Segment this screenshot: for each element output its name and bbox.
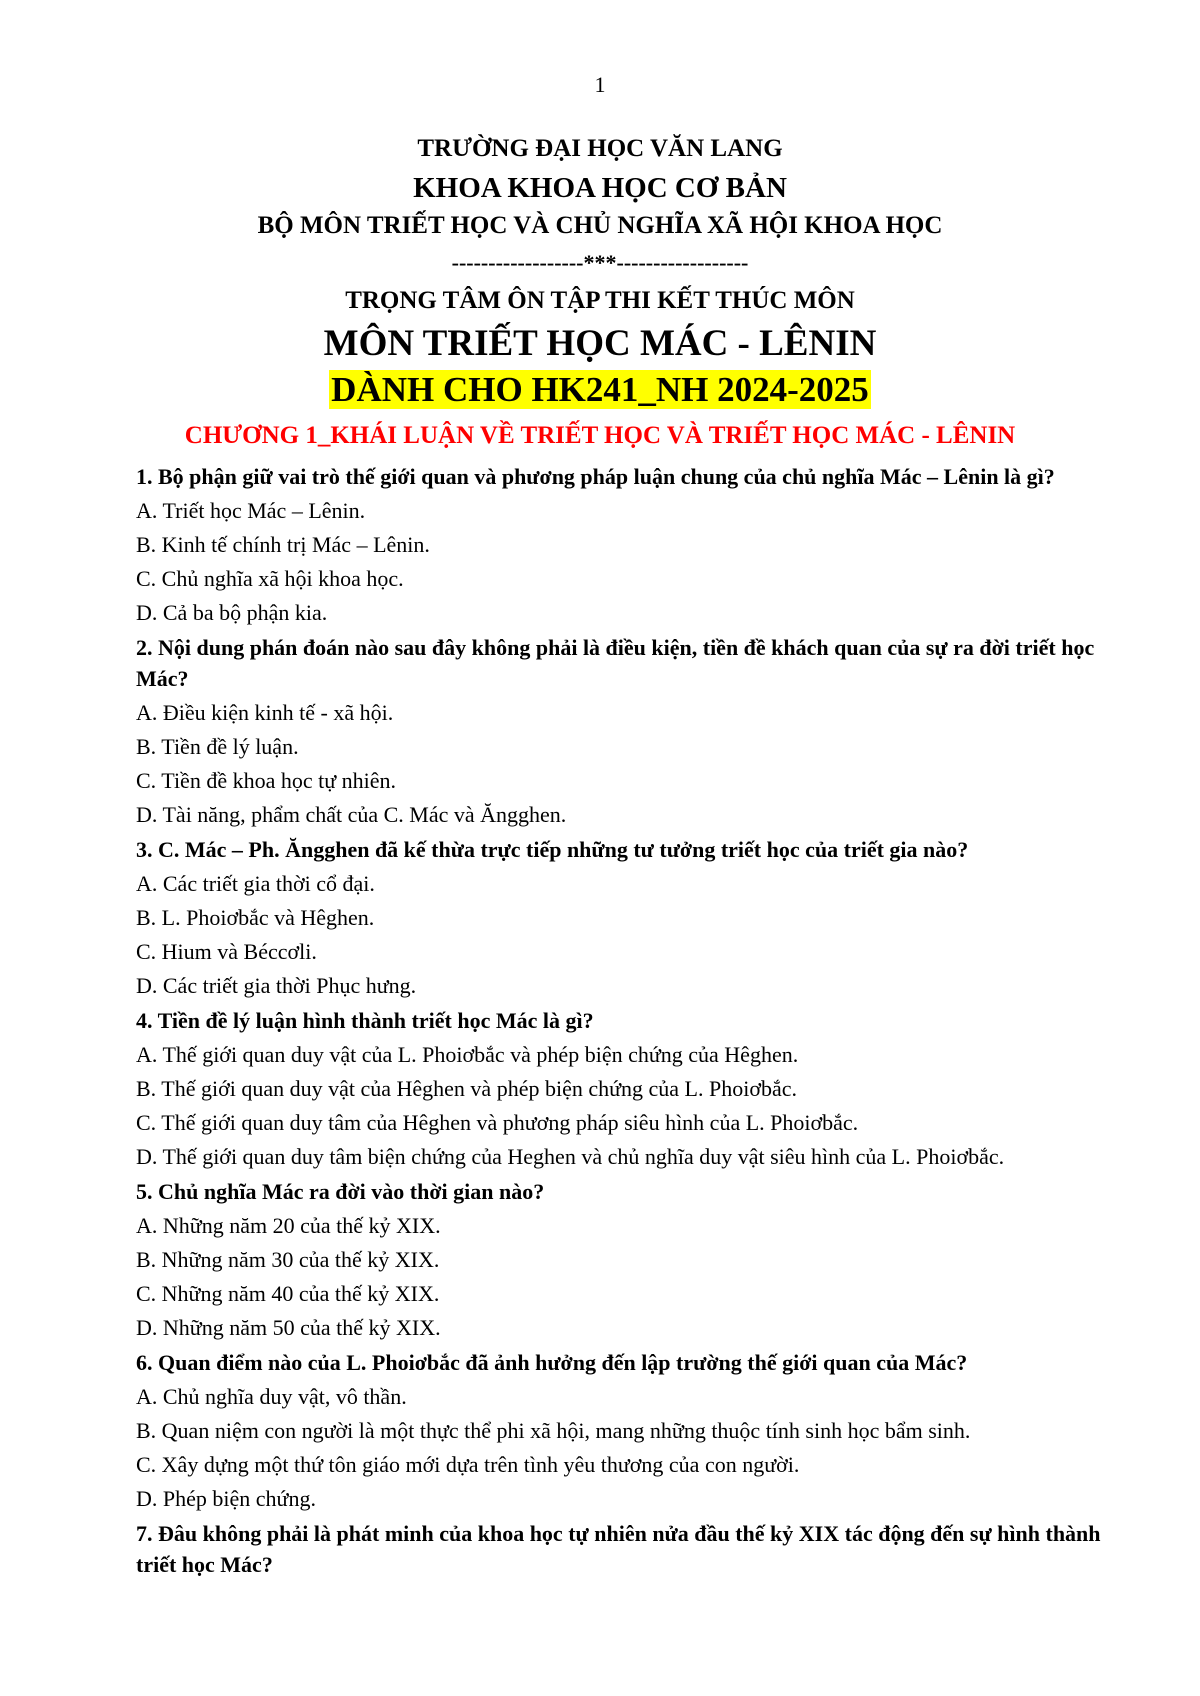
subject-title: MÔN TRIẾT HỌC MÁC - LÊNIN bbox=[323, 323, 877, 364]
question-block bbox=[136, 1518, 1121, 1580]
answer-option: C. Hium và Béccơli. bbox=[136, 939, 317, 964]
question-text: 6. Quan điểm nào của L. Phoiơbắc đã ảnh hưởng đến lập trường thế giới quan của Mác? bbox=[136, 1350, 968, 1375]
question-text: 7. Đâu không phải là phát minh của khoa học tự nhiên nửa đầu thế kỷ XIX tác động đến sự hình thành triết học Mác? bbox=[136, 1521, 1101, 1577]
question-text: 1. Bộ phận giữ vai trò thế giới quan và phương pháp luận chung của chủ nghĩa Mác – Lênin là gì? bbox=[136, 464, 1055, 489]
question-block bbox=[136, 1347, 1121, 1514]
answer-option: B. Quan niệm con người là một thực thể phi xã hội, mang những thuộc tính sinh học bẩm sinh. bbox=[136, 1418, 971, 1443]
chapter-title: CHƯƠNG 1_KHÁI LUẬN VỀ TRIẾT HỌC VÀ TRIẾT HỌC MÁC - LÊNIN bbox=[184, 422, 1016, 449]
answer-option: D. Phép biện chứng. bbox=[136, 1486, 316, 1511]
answer-option: C. Tiền đề khoa học tự nhiên. bbox=[136, 768, 397, 793]
question-text: 4. Tiền đề lý luận hình thành triết học Mác là gì? bbox=[136, 1008, 594, 1033]
faculty-name: KHOA KHOA HỌC CƠ BẢN bbox=[413, 172, 787, 204]
answer-option: A. Các triết gia thời cổ đại. bbox=[136, 871, 375, 896]
answer-option: A. Những năm 20 của thế kỷ XIX. bbox=[136, 1213, 441, 1238]
answer-option: C. Những năm 40 của thế kỷ XIX. bbox=[136, 1281, 440, 1306]
answer-option: A. Điều kiện kinh tế - xã hội. bbox=[136, 700, 394, 725]
answer-option: A. Chủ nghĩa duy vật, vô thần. bbox=[136, 1384, 407, 1409]
answer-option: D. Thế giới quan duy tâm biện chứng của Heghen và chủ nghĩa duy vật siêu hình của L. Phoiơbắc. bbox=[136, 1144, 1005, 1169]
question-text: 2. Nội dung phán đoán nào sau đây không phải là điều kiện, tiền đề khách quan của sự ra đời triết học Mác? bbox=[136, 635, 1095, 691]
answer-option: A. Triết học Mác – Lênin. bbox=[136, 498, 366, 523]
answer-option: C. Thế giới quan duy tâm của Hêghen và phương pháp siêu hình của L. Phoiơbắc. bbox=[136, 1110, 859, 1135]
question-block bbox=[136, 461, 1121, 628]
question-text: 5. Chủ nghĩa Mác ra đời vào thời gian nào? bbox=[136, 1179, 545, 1204]
answer-option: B. L. Phoiơbắc và Hêghen. bbox=[136, 905, 375, 930]
school-name: TRƯỜNG ĐẠI HỌC VĂN LANG bbox=[417, 135, 783, 162]
answer-option: B. Kinh tế chính trị Mác – Lênin. bbox=[136, 532, 430, 557]
page-number: 1 bbox=[594, 72, 606, 97]
review-focus-title: TRỌNG TÂM ÔN TẬP THI KẾT THÚC MÔN bbox=[345, 287, 855, 314]
answer-option: C. Chủ nghĩa xã hội khoa học. bbox=[136, 566, 404, 591]
question-block bbox=[136, 632, 1121, 830]
question-list bbox=[136, 461, 1121, 1584]
answer-option: D. Các triết gia thời Phục hưng. bbox=[136, 973, 417, 998]
answer-option: B. Tiền đề lý luận. bbox=[136, 734, 299, 759]
term-highlight: DÀNH CHO HK241_NH 2024-2025 bbox=[331, 370, 869, 409]
answer-option: D. Tài năng, phẩm chất của C. Mác và Ăngghen. bbox=[136, 802, 567, 827]
answer-option: D. Cả ba bộ phận kia. bbox=[136, 600, 328, 625]
term-banner bbox=[0, 370, 1200, 410]
question-block bbox=[136, 834, 1121, 1001]
answer-option: B. Thế giới quan duy vật của Hêghen và phép biện chứng của L. Phoiơbắc. bbox=[136, 1076, 797, 1101]
department-name: BỘ MÔN TRIẾT HỌC VÀ CHỦ NGHĨA XÃ HỘI KHOA HỌC bbox=[257, 212, 943, 239]
question-block bbox=[136, 1005, 1121, 1172]
answer-option: C. Xây dựng một thứ tôn giáo mới dựa trên tình yêu thương của con người. bbox=[136, 1452, 800, 1477]
question-block bbox=[136, 1176, 1121, 1343]
answer-option: A. Thế giới quan duy vật của L. Phoiơbắc và phép biện chứng của Hêghen. bbox=[136, 1042, 799, 1067]
answer-option: D. Những năm 50 của thế kỷ XIX. bbox=[136, 1315, 441, 1340]
question-text: 3. C. Mác – Ph. Ăngghen đã kế thừa trực tiếp những tư tưởng triết học của triết gia nào? bbox=[136, 837, 969, 862]
header-separator: ------------------***------------------ bbox=[451, 250, 749, 275]
answer-option: B. Những năm 30 của thế kỷ XIX. bbox=[136, 1247, 440, 1272]
